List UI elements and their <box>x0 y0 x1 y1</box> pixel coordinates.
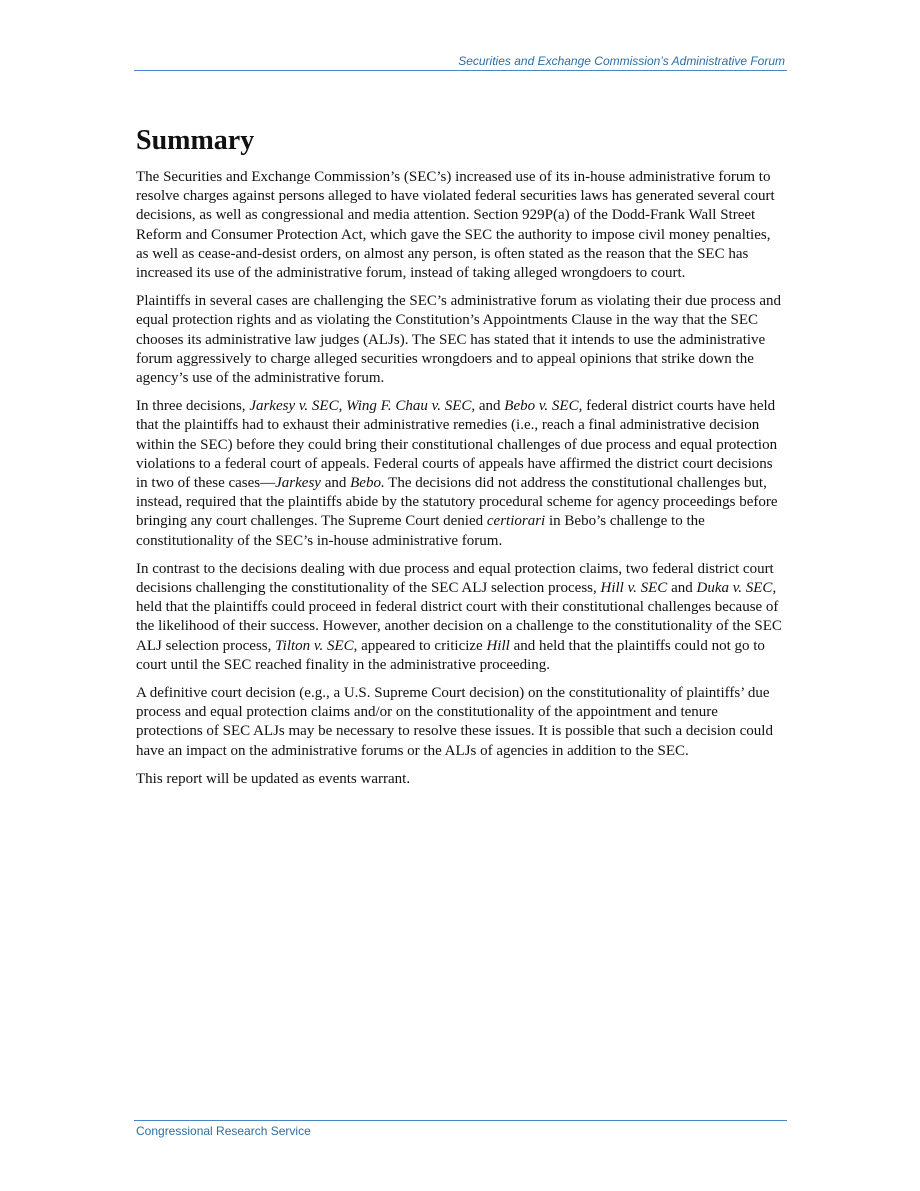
paragraph-5: A definitive court decision (e.g., a U.S. Supreme Court decision) on the constitutionality of plaintiffs’ due process and equal protection claims and/or on the constitutionality of the appointment and tenure protections of SEC ALJs may be necessary to resolve these issues. It is possible that such a decision could have an impact on the administrative forums or the ALJs of agencies in addition to the SEC. <box>136 685 773 759</box>
paragraph-2: Plaintiffs in several cases are challenging the SEC’s administrative forum as violating their due process and equal protection rights and as violating the Constitution’s Appointments Clause in the way that the SEC chooses its administrative law judges (ALJs). The SEC has stated that it intends to use the administrative forum aggressively to charge alleged securities wrongdoers and to appeal opinions that strike down the agency’s use of the administrative forum. <box>136 293 781 387</box>
text-run: , held that the plaintiffs could proceed in federal district court with their constitutional challenges because of the likelihood of their success. However, another decision on a challenge to the constitutionality of the SEC ALJ selection process, <box>136 580 782 654</box>
page-header <box>134 54 787 71</box>
text-run: The decisions did not address the constitutional challenges but, instead, required that the plaintiffs abide by the statutory procedural scheme for agency proceedings before bringing any court challenges. The Supreme Court denied <box>136 475 778 530</box>
case-name-hill: Hill v. SEC <box>600 580 668 597</box>
summary-heading: Summary <box>136 125 255 156</box>
text-run: and <box>667 580 697 597</box>
text-run: , appeared to criticize <box>353 637 487 654</box>
running-title: Securities and Exchange Commission’s Administrative Forum <box>458 54 785 68</box>
text-run: and <box>320 475 351 492</box>
paragraph-4 <box>136 560 786 675</box>
case-name-tilton: Tilton v. SEC <box>275 637 354 654</box>
paragraph-1: The Securities and Exchange Commission’s (SEC’s) increased use of its in-house administrative forum to resolve charges against persons alleged to have violated federal securities laws has generated several court decisions, as well as congressional and media attention. Section 929P(a) of the Dodd-Frank Wall Street Reform and Consumer Protection Act, which gave the SEC the authority to impose civil money penalties, as well as cease-and-desist orders, on almost any person, is often stated as the reason that the SEC has increased its use of the administrative forum, instead of taking alleged wrongdoers to court. <box>136 169 775 282</box>
page-footer <box>134 1120 787 1138</box>
case-name-hill-short: Hill <box>486 637 510 654</box>
case-name-bebo-short: Bebo. <box>350 475 385 492</box>
footer-organization: Congressional Research Service <box>136 1124 311 1138</box>
summary-section <box>136 120 786 798</box>
case-name-jarkesy-short: Jarkesy <box>275 475 321 492</box>
case-name-jarkesy: Jarkesy v. SEC <box>249 398 339 415</box>
legal-term-certiorari: certiorari <box>486 513 546 530</box>
text-run: , federal district courts have held that the plaintiffs had to exhaust their administrative remedies (i.e., reach a final administrative decision within the SEC) before they could bring their constitutional challenges of due process and equal protection violations to a federal court of appeals. Federal courts of appeals have affirmed the district court decisions in two of these cases— <box>136 398 778 492</box>
text-run: in Bebo’s challenge to the constitutionality of the SEC’s in-house administrative forum. <box>136 513 705 549</box>
case-name-bebo: Bebo v. SEC <box>504 398 579 415</box>
text-run: In three decisions, <box>136 398 250 415</box>
text-run: , <box>338 398 347 415</box>
paragraph-3 <box>136 397 786 551</box>
paragraph-6: This report will be updated as events warrant. <box>136 770 411 787</box>
text-run: In contrast to the decisions dealing with due process and equal protection claims, two federal district court decisions challenging the constitutionality of the SEC ALJ selection process, <box>136 560 774 597</box>
case-name-chau: Wing F. Chau v. SEC <box>346 398 472 415</box>
case-name-duka: Duka v. SEC <box>696 580 773 597</box>
text-run: , and <box>471 398 505 415</box>
text-run: and held that the plaintiffs could not go to court until the SEC reached finality in the administrative proceeding. <box>136 637 765 673</box>
